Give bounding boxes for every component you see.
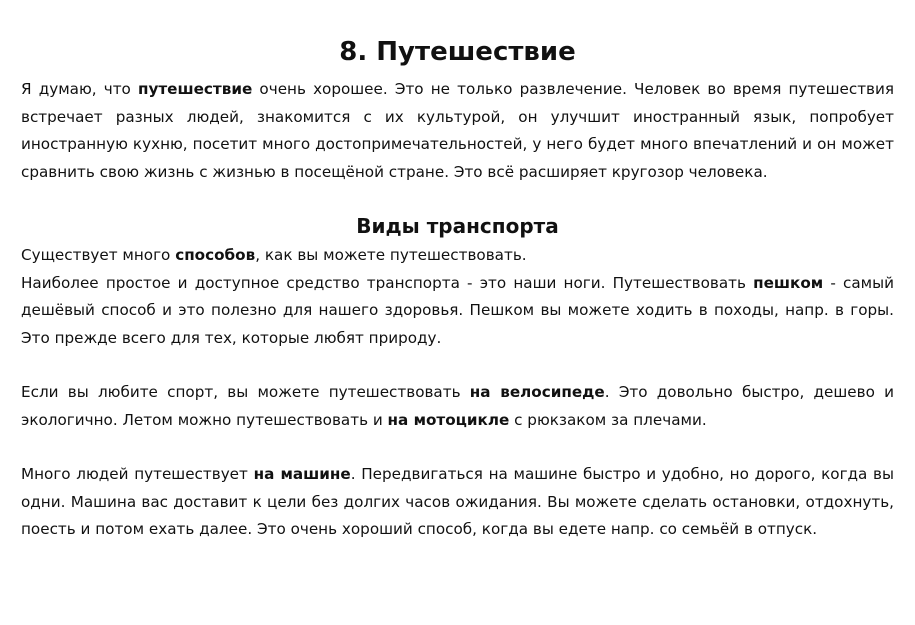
bicycle-text-2: . Это довольно быстро, дешево и экологично. Летом можно путешествовать и — [21, 383, 894, 429]
walking-text-1: Наиболее простое и доступное средство транспорта - это наши ноги. Путешествовать — [21, 273, 754, 292]
bicycle-bold: на велосипеде — [469, 383, 605, 401]
intro-bold-travel: путешествие — [137, 80, 253, 98]
spacer — [21, 352, 894, 379]
intro-text-2: очень хорошее. Это не только развлечение. Человек во время путешествия встречает разных людей, знакомится с их культурой, он улучшит иностранный язык, попробует иностранную кухню, посетит много достопримечательностей, у него будет много впечатлений и он может сравнить свою жизнь с жизнью в посещёной стране. Это всё расширяет кругозор человека. — [21, 80, 894, 181]
car-bold: на машине — [253, 465, 351, 483]
ways-text-1: Существует много — [21, 246, 176, 264]
intro-text-1: Я думаю, что — [21, 80, 138, 98]
intro-paragraph — [21, 76, 894, 186]
car-text-2: . Передвигаться на машине быстро и удобно, но дорого, когда вы одни. Машина вас доставит к цели без долгих часов ожидания. Вы можете сделать остановки, отдохнуть, поесть и потом ехать далее. Это очень хороший способ, когда вы едете напр. со семьёй в отпуск. — [21, 465, 894, 538]
ways-bold: способов — [175, 246, 256, 264]
ways-paragraph — [21, 242, 894, 270]
section-title: Виды транспорта — [356, 214, 559, 238]
spacer — [21, 434, 894, 461]
spacer — [21, 186, 894, 212]
walking-bold: пешком — [753, 273, 824, 292]
ways-text-2: , как вы можете путешествовать. — [255, 246, 527, 264]
walking-paragraph — [21, 270, 894, 353]
bicycle-text-1: Если вы любите спорт, вы можете путешествовать — [21, 383, 470, 401]
car-text-1: Много людей путешествует — [21, 465, 254, 483]
walking-text-2: - самый дешёвый способ и это полезно для нашего здоровья. Пешком вы можете ходить в походы, напр. в горы. Это прежде всего для тех, которые любят природу. — [21, 273, 894, 347]
bicycle-text-3: с рюкзаком за плечами. — [509, 410, 707, 429]
bicycle-paragraph — [21, 379, 894, 434]
car-paragraph — [21, 461, 894, 544]
page-title: 8. Путешествие — [339, 37, 576, 67]
motorcycle-bold: на мотоцикле — [387, 410, 510, 429]
